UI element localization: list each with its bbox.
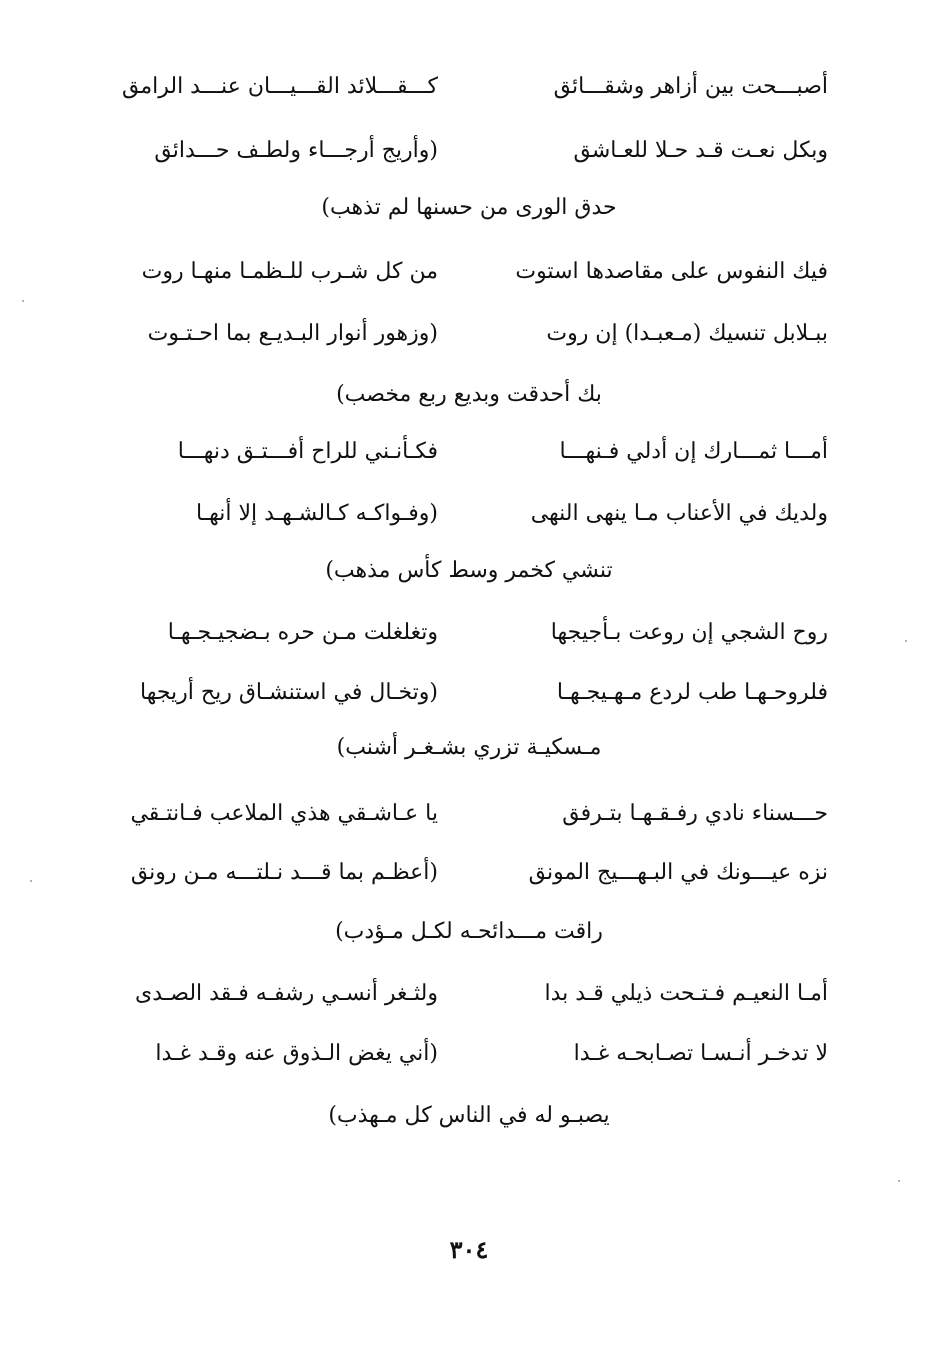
verse-hemistich-right: فلروحـهـا طب لردع مـهـيجـهـا (556, 680, 828, 705)
verse-hemistich-left: (أني يغض الـذوق عنه وقـد غـدا (155, 1041, 438, 1066)
verse-hemistich-left: (وتخـال في استنشـاق ريح أريجها (139, 680, 438, 705)
refrain-line: تنشي كخمر وسط كأس مذهب) (325, 558, 613, 583)
refrain-line: حدق الورى من حسنها لم تذهب) (321, 195, 617, 220)
scan-speck (905, 640, 907, 642)
verse-hemistich-right: أمـــا ثمـــارك إن أدلي فـنهـــا (559, 439, 828, 464)
verse-hemistich-right: نزه عيـــونك في البـهـــيج المونق (528, 860, 828, 885)
verse-hemistich-right: لا تدخـر أنـسـا تصـابحـه غـدا (573, 1041, 828, 1066)
refrain-line: مـسكيـة تزري بشـغـر أشنب) (336, 735, 602, 760)
verse-hemistich-left: (وفـواكـه كـالشـهـد إلا أنهـا (195, 501, 438, 526)
refrain-line: بك أحدقت وبديع ربع مخصب) (336, 382, 602, 407)
verse-hemistich-left: (وأريج أرجـــاء ولطـف حـــدائق (154, 138, 438, 163)
scan-speck (22, 300, 24, 302)
verse-hemistich-left: كـــقـــلائد القـــيـــان عنـــد الرامق (121, 74, 438, 99)
verse-hemistich-left: وتغلغلت مـن حره بـضجيـجـهـا (167, 620, 438, 645)
verse-hemistich-left: (أعظـم بما قـــد نـلتـــه مـن رونق (130, 860, 438, 885)
verse-hemistich-left: ولثـغر أنسـي رشفـه فـقد الصـدى (135, 981, 438, 1006)
verse-hemistich-right: أصبـــحت بين أزاهر وشقـــائق (553, 74, 828, 99)
verse-hemistich-right: وبكل نعـت قـد حـلا للعـاشق (573, 138, 828, 163)
verse-hemistich-left: فكـأنـني للراح أفـــتـق دنهـــا (177, 439, 438, 464)
scan-speck (898, 1180, 900, 1182)
verse-hemistich-right: حـــسناء نادي رفـقـهـا بتـرفق (562, 801, 828, 826)
verse-hemistich-right: أمـا النعيـم فـتـحت ذيلي قـد بدا (544, 981, 828, 1006)
refrain-line: راقت مـــدائحـه لكـل مـؤدب) (335, 919, 603, 944)
verse-hemistich-right: فيك النفوس على مقاصدها استوت (515, 259, 828, 284)
scan-speck (30, 880, 32, 882)
verse-hemistich-right: روح الشجي إن روعت بـأجيجها (550, 620, 828, 645)
verse-hemistich-left: من كل شـرب للـظمـا منهـا روت (141, 259, 438, 284)
verse-hemistich-left: يا عـاشـقي هذي الملاعب فـانتـقي (130, 801, 438, 826)
verse-hemistich-left: (وزهور أنوار البـديـع بما احـتـوت (147, 321, 438, 346)
verse-hemistich-right: ولديك في الأعناب مـا ينهى النهى (530, 501, 828, 526)
verse-hemistich-right: ببـلابل تنسيك (مـعبـدا) إن روت (546, 321, 828, 346)
page-number: ٣٠٤ (449, 1235, 489, 1264)
refrain-line: يصبـو له في الناس كل مـهذب) (328, 1103, 610, 1128)
